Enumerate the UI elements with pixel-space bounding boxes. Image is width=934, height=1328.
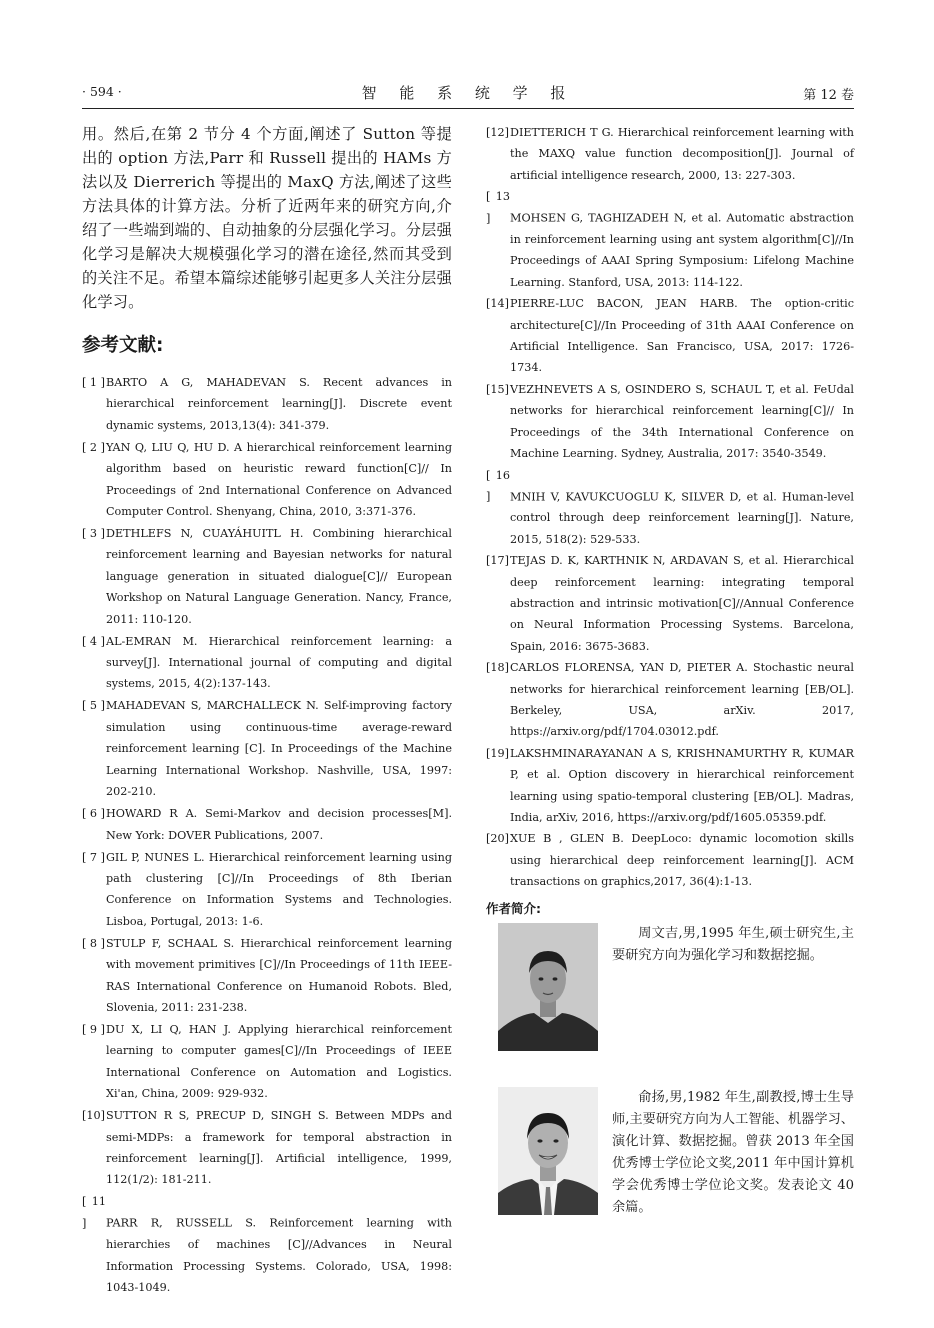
- conclusion-paragraph: 用。然后,在第 2 节分 4 个方面,阐述了 Sutton 等提出的 option 方法,Parr 和 Russell 提出的 HAMs 方法以及 Dierrerich 等提出的 MaxQ 方法,阐述了这些方法具体的计算方法。分析了近两年来的研究方向,介绍了一些端到端的、自动抽象的分层强化学习。分层强化学习是解决大规模强化学习的潜在途径,然而其受到的关注不足。希望本篇综述能够引起更多人关注分层强化学习。: [82, 125, 452, 311]
- reference-number: [ 1 ]: [82, 376, 105, 389]
- left-column: [82, 122, 452, 1299]
- reference-item: [486, 550, 854, 657]
- page-number: · 594 ·: [82, 84, 122, 99]
- reference-item: [486, 743, 854, 829]
- reference-item: [82, 1105, 452, 1191]
- author-bio: 俞扬,男,1982 年生,副教授,博士生导师,主要研究方向为人工智能、机器学习、演化计算、数据挖掘。曾获 2013 年全国优秀博士学位论文奖,2011 年中国计算机学会优秀博士学位论文奖。发表论文 40 余篇。: [612, 1089, 854, 1215]
- header-rule: [82, 108, 854, 109]
- volume-label: 第 12 卷: [803, 88, 854, 103]
- reference-item: [82, 1191, 452, 1298]
- reference-item: [486, 122, 854, 186]
- reference-number: [ 16 ]: [486, 468, 510, 503]
- author-photo: [498, 1087, 598, 1215]
- page-header: [82, 80, 854, 104]
- reference-number: [14]: [486, 297, 509, 311]
- reference-item: [486, 657, 854, 743]
- reference-number: [20]: [486, 832, 509, 846]
- reference-item: [82, 1019, 452, 1105]
- reference-text: GIL P, NUNES L. Hierarchical reinforcement learning using path clustering [C]//In Proceedings of 8th Iberian Conference on Information Systems and Technologies. Lisboa, Portugal, 2013: 1-6.: [106, 850, 452, 928]
- portrait-icon: [498, 923, 598, 1051]
- reference-item: [82, 523, 452, 630]
- reference-text: CARLOS FLORENSA, YAN D, PIETER A. Stochastic neural networks for hierarchical reinforcement learning [EB/OL]. Berkeley, USA, arXiv. 2017, https://arxiv.org/pdf/1704.03012.pdf.: [510, 661, 854, 739]
- journal-name: 智 能 系 统 学 报: [361, 84, 575, 102]
- reference-item: [82, 803, 452, 846]
- reference-number: [ 4 ]: [82, 634, 105, 648]
- reference-text: PARR R, RUSSELL S. Reinforcement learning with hierarchies of machines [C]//Advances in Neural Information Processing Systems. Colorado, USA, 1998: 1043-1049.: [106, 1216, 452, 1294]
- reference-text: YAN Q, LIU Q, HU D. A hierarchical reinforcement learning algorithm based on heuristic reward function[C]// In Proceedings of 2nd International Conference on Advanced Computer Control. Shenyang, China, 2010, 3:371-376.: [106, 440, 452, 519]
- reference-item: [486, 828, 854, 892]
- reference-number: [ 11 ]: [82, 1195, 106, 1230]
- reference-item: [82, 933, 452, 1019]
- author-bio: 周文吉,男,1995 年生,硕士研究生,主要研究方向为强化学习和数据挖掘。: [612, 925, 854, 963]
- reference-item: [486, 186, 854, 293]
- author-block: [486, 923, 854, 1051]
- reference-text: DIETTERICH T G. Hierarchical reinforcement learning with the MAXQ value function decomposition[J]. Journal of artificial intelligence research, 2000, 13: 227-303.: [510, 126, 854, 182]
- author-block: [486, 1087, 854, 1215]
- reference-number: [19]: [486, 746, 509, 760]
- reference-item: [82, 695, 452, 802]
- reference-text: MOHSEN G, TAGHIZADEH N, et al. Automatic abstraction in reinforcement learning using ant system algorithm[C]//In Proceedings of AAAI Spring Symposium: Lifelong Machine Learning. Stanford, USA, 2013: 114-122.: [510, 211, 854, 289]
- reference-list-right: [486, 122, 854, 893]
- reference-number: [12]: [486, 126, 509, 139]
- author-photo: [498, 923, 598, 1051]
- reference-text: TEJAS D. K, KARTHNIK N, ARDAVAN S, et al. Hierarchical deep reinforcement learning: integrating temporal abstraction and intrinsic motivation[C]//Annual Conference on Neural Information Processing Systems. Barcelona, Spain, 2016: 3675-3683.: [510, 554, 854, 653]
- reference-text: BARTO A G, MAHADEVAN S. Recent advances in hierarchical reinforcement learning[J]. Discrete event dynamic systems, 2013,13(4): 341-379.: [106, 376, 452, 432]
- reference-item: [82, 372, 452, 436]
- reference-number: [ 5 ]: [82, 699, 105, 713]
- reference-text: DU X, LI Q, HAN J. Applying hierarchical reinforcement learning to computer games[C]//In Proceedings of IEEE International Conference on Automation and Logistics. Xi'an, China, 2009: 929-932.: [106, 1022, 452, 1101]
- reference-text: MNIH V, KAVUKCUOGLU K, SILVER D, et al. Human-level control through deep reinforcement learning[J]. Nature, 2015, 518(2): 529-533.: [510, 489, 854, 546]
- reference-text: SUTTON R S, PRECUP D, SINGH S. Between MDPs and semi-MDPs: a framework for temporal abstraction in reinforcement learning[J]. Artificial intelligence, 1999, 112(1/2): 181-211.: [106, 1109, 452, 1187]
- reference-number: [ 13 ]: [486, 190, 510, 225]
- reference-number: [18]: [486, 661, 509, 675]
- reference-text: VEZHNEVETS A S, OSINDERO S, SCHAUL T, et al. FeUdal networks for hierarchical reinforcement learning[C]// In Proceedings of the 34th International Conference on Machine Learning. Sydney, Australia, 2017: 3540-3549.: [510, 382, 854, 461]
- reference-item: [82, 631, 452, 695]
- reference-number: [10]: [82, 1109, 105, 1123]
- reference-number: [ 3 ]: [82, 527, 105, 541]
- right-column: [486, 122, 854, 1215]
- references-heading: 参考文献:: [82, 335, 164, 356]
- reference-text: AL-EMRAN M. Hierarchical reinforcement learning: a survey[J]. International journal of computing and digital systems, 2015, 4(2):137-143.: [106, 634, 452, 691]
- reference-item: [82, 437, 452, 523]
- portrait-icon: [498, 1087, 598, 1215]
- reference-number: [17]: [486, 554, 509, 568]
- reference-number: [15]: [486, 382, 509, 396]
- reference-number: [ 7 ]: [82, 850, 105, 864]
- reference-item: [486, 379, 854, 465]
- reference-text: XUE B , GLEN B. DeepLoco: dynamic locomotion skills using hierarchical deep reinforcement learning[J]. ACM transactions on graphics,2017, 36(4):1-13.: [510, 832, 854, 889]
- reference-text: MAHADEVAN S, MARCHALLECK N. Self-improving factory simulation using continuous-time average-reward reinforcement learning [C]. In Proceedings of the Machine Learning International Workshop. Nashville, USA, 1997: 202-210.: [106, 699, 452, 799]
- reference-item: [486, 293, 854, 379]
- reference-number: [ 2 ]: [82, 440, 105, 454]
- reference-text: DETHLEFS N, CUAYÁHUITL H. Combining hierarchical reinforcement learning and Bayesian networks for natural language generation in situated dialogue[C]// European Workshop on Natural Language Generation. Nancy, France, 2011: 110-120.: [106, 527, 452, 626]
- reference-number: [ 6 ]: [82, 807, 105, 821]
- reference-text: PIERRE-LUC BACON, JEAN HARB. The option-critic architecture[C]//In Proceeding of 31th AAAI Conference on Artificial Intelligence. San Francisco, USA, 2017: 1726-1734.: [510, 297, 854, 375]
- reference-text: STULP F, SCHAAL S. Hierarchical reinforcement learning with movement primitives [C]//In Proceedings of 11th IEEE-RAS International Conference on Humanoid Robots. Bled, Slovenia, 2011: 231-238.: [106, 936, 452, 1014]
- authors-heading: 作者简介:: [486, 900, 541, 916]
- reference-item: [82, 847, 452, 933]
- reference-item: [486, 465, 854, 551]
- reference-number: [ 9 ]: [82, 1022, 105, 1036]
- reference-text: LAKSHMINARAYANAN A S, KRISHNAMURTHY R, KUMAR P, et al. Option discovery in hierarchical reinforcement learning using spatio-temporal clustering [EB/OL]. Madras, India, arXiv, 2016, https://arxiv.org/pdf/1605.05359.pdf.: [510, 746, 854, 824]
- reference-text: HOWARD R A. Semi-Markov and decision processes[M]. New York: DOVER Publications, 2007.: [106, 807, 452, 842]
- reference-number: [ 8 ]: [82, 936, 105, 950]
- reference-list-left: [82, 372, 452, 1298]
